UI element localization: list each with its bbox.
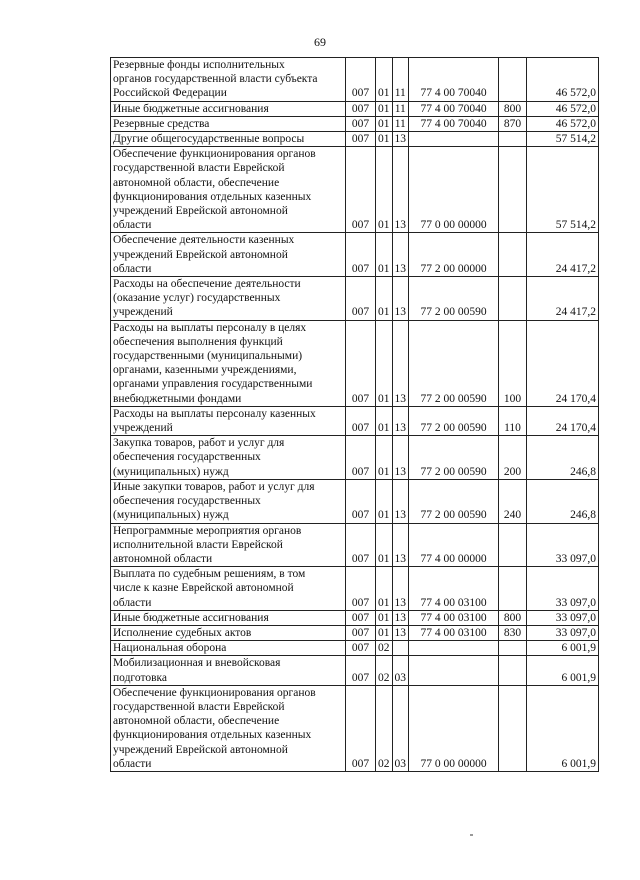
table-row xyxy=(111,58,599,102)
row-name-line: Непрограммные мероприятия органов xyxy=(113,524,302,537)
section-code-cell: 02 xyxy=(376,641,393,656)
row-name-line: (оказание услуг) государственных xyxy=(113,292,281,305)
row-name-line: органами управления государственными xyxy=(113,378,313,391)
subsection-code-cell xyxy=(392,641,409,656)
row-name-line: Иные закупки товаров, работ и услуг для xyxy=(113,480,315,493)
row-name-line: органами, казенными учреждениями, xyxy=(113,364,297,377)
section-code-cell: 01 xyxy=(376,320,393,406)
table-row xyxy=(111,116,599,131)
row-name-line: Иные бюджетные ассигнования xyxy=(113,102,269,115)
expense-type-cell: 100 xyxy=(499,320,527,406)
amount-cell: 33 097,0 xyxy=(527,523,599,567)
section-code-cell: 01 xyxy=(376,523,393,567)
target-article-cell: 77 4 00 70040 xyxy=(409,101,499,116)
row-name-line: (муниципальных) нужд xyxy=(113,509,229,522)
row-name-cell xyxy=(111,641,346,656)
expense-type-cell xyxy=(499,233,527,277)
table-row xyxy=(111,641,599,656)
section-code-cell: 01 xyxy=(376,567,393,611)
row-name-line: области xyxy=(113,219,152,232)
table-row xyxy=(111,277,599,321)
section-code-cell: 01 xyxy=(376,406,393,435)
row-name-line: (муниципальных) нужд xyxy=(113,465,229,478)
row-name-cell xyxy=(111,320,346,406)
target-article-cell: 77 0 00 00000 xyxy=(409,147,499,233)
table-row xyxy=(111,567,599,611)
row-name-cell xyxy=(111,147,346,233)
amount-cell: 24 417,2 xyxy=(527,233,599,277)
row-name-line: Другие общегосударственные вопросы xyxy=(113,133,305,146)
row-name-line: области xyxy=(113,757,152,770)
row-name-line: государственными (муниципальными) xyxy=(113,350,303,363)
expense-type-cell: 800 xyxy=(499,610,527,625)
amount-cell: 46 572,0 xyxy=(527,101,599,116)
row-name-line: Исполнение судебных актов xyxy=(113,626,252,639)
row-name-line: обеспечения выполнения функций xyxy=(113,335,283,348)
row-name-line: числе к казне Еврейской автономной xyxy=(113,582,294,595)
subsection-code-cell: 13 xyxy=(392,233,409,277)
row-name-line: органов государственной власти субъекта xyxy=(113,73,318,86)
subsection-code-cell: 13 xyxy=(392,523,409,567)
subsection-code-cell: 13 xyxy=(392,625,409,640)
target-article-cell: 77 4 00 00000 xyxy=(409,523,499,567)
subsection-code-cell: 13 xyxy=(392,610,409,625)
expense-type-cell xyxy=(499,58,527,102)
row-name-line: Резервные средства xyxy=(113,117,210,130)
table-row xyxy=(111,132,599,147)
target-article-cell: 77 4 00 03100 xyxy=(409,610,499,625)
target-article-cell: 77 2 00 00590 xyxy=(409,436,499,480)
row-name-line: обеспечения государственных xyxy=(113,495,261,508)
expense-type-cell xyxy=(499,277,527,321)
row-name-line: подготовка xyxy=(113,671,168,684)
target-article-cell: 77 0 00 00000 xyxy=(409,685,499,771)
table-row xyxy=(111,610,599,625)
table-row xyxy=(111,436,599,480)
amount-cell: 46 572,0 xyxy=(527,58,599,102)
row-name-line: Мобилизационная и вневойсковая xyxy=(113,657,281,670)
subsection-code-cell: 13 xyxy=(392,132,409,147)
admin-code-cell: 007 xyxy=(346,625,376,640)
target-article-cell: 77 4 00 03100 xyxy=(409,625,499,640)
row-name-line: области xyxy=(113,596,152,609)
expense-type-cell xyxy=(499,567,527,611)
amount-cell: 33 097,0 xyxy=(527,567,599,611)
row-name-cell xyxy=(111,233,346,277)
row-name-line: Российской Федерации xyxy=(113,87,227,100)
amount-cell: 24 170,4 xyxy=(527,406,599,435)
table-row xyxy=(111,406,599,435)
table-row xyxy=(111,685,599,771)
section-code-cell: 01 xyxy=(376,233,393,277)
expense-type-cell: 200 xyxy=(499,436,527,480)
subsection-code-cell: 13 xyxy=(392,406,409,435)
expense-type-cell xyxy=(499,523,527,567)
row-name-cell xyxy=(111,132,346,147)
admin-code-cell: 007 xyxy=(346,656,376,685)
table-row xyxy=(111,233,599,277)
table-row xyxy=(111,523,599,567)
amount-cell: 246,8 xyxy=(527,479,599,523)
amount-cell: 6 001,9 xyxy=(527,656,599,685)
budget-table xyxy=(110,57,599,772)
admin-code-cell: 007 xyxy=(346,685,376,771)
section-code-cell: 01 xyxy=(376,116,393,131)
row-name-line: исполнительной власти Еврейской xyxy=(113,538,283,551)
section-code-cell: 01 xyxy=(376,147,393,233)
admin-code-cell: 007 xyxy=(346,58,376,102)
row-name-cell xyxy=(111,685,346,771)
row-name-cell xyxy=(111,58,346,102)
admin-code-cell: 007 xyxy=(346,277,376,321)
expense-type-cell xyxy=(499,147,527,233)
row-name-line: учреждений Еврейской автономной xyxy=(113,205,288,218)
section-code-cell: 02 xyxy=(376,685,393,771)
table-row xyxy=(111,625,599,640)
expense-type-cell: 110 xyxy=(499,406,527,435)
subsection-code-cell: 03 xyxy=(392,685,409,771)
amount-cell: 46 572,0 xyxy=(527,116,599,131)
admin-code-cell: 007 xyxy=(346,116,376,131)
admin-code-cell: 007 xyxy=(346,406,376,435)
subsection-code-cell: 13 xyxy=(392,277,409,321)
row-name-line: Закупка товаров, работ и услуг для xyxy=(113,437,285,450)
target-article-cell: 77 2 00 00590 xyxy=(409,406,499,435)
row-name-cell xyxy=(111,523,346,567)
admin-code-cell: 007 xyxy=(346,147,376,233)
row-name-line: Обеспечение функционирования органов xyxy=(113,148,316,161)
row-name-line: автономной области, обеспечение xyxy=(113,176,280,189)
section-code-cell: 01 xyxy=(376,58,393,102)
target-article-cell: 77 4 00 70040 xyxy=(409,116,499,131)
row-name-line: функционирования отдельных казенных xyxy=(113,729,312,742)
expense-type-cell xyxy=(499,656,527,685)
row-name-line: Резервные фонды исполнительных xyxy=(113,59,285,71)
section-code-cell: 01 xyxy=(376,132,393,147)
row-name-line: внебюджетными фондами xyxy=(113,392,242,405)
expense-type-cell xyxy=(499,641,527,656)
expense-type-cell: 800 xyxy=(499,101,527,116)
row-name-line: Расходы на обеспечение деятельности xyxy=(113,278,301,291)
section-code-cell: 01 xyxy=(376,625,393,640)
row-name-line: учреждений Еврейской автономной xyxy=(113,248,288,261)
target-article-cell xyxy=(409,641,499,656)
expense-type-cell: 870 xyxy=(499,116,527,131)
row-name-line: учреждений xyxy=(113,422,173,435)
row-name-cell xyxy=(111,656,346,685)
expense-type-cell xyxy=(499,685,527,771)
subsection-code-cell: 03 xyxy=(392,656,409,685)
row-name-line: обеспечения государственных xyxy=(113,451,261,464)
row-name-cell xyxy=(111,101,346,116)
admin-code-cell: 007 xyxy=(346,233,376,277)
admin-code-cell: 007 xyxy=(346,101,376,116)
amount-cell: 6 001,9 xyxy=(527,641,599,656)
subsection-code-cell: 13 xyxy=(392,147,409,233)
row-name-line: учреждений Еврейской автономной xyxy=(113,743,288,756)
row-name-line: Обеспечение функционирования органов xyxy=(113,686,316,699)
row-name-cell xyxy=(111,406,346,435)
row-name-line: Расходы на выплаты персоналу казенных xyxy=(113,407,316,420)
subsection-code-cell: 13 xyxy=(392,567,409,611)
expense-type-cell: 240 xyxy=(499,479,527,523)
section-code-cell: 01 xyxy=(376,436,393,480)
row-name-cell xyxy=(111,625,346,640)
subsection-code-cell: 11 xyxy=(392,101,409,116)
target-article-cell: 77 2 00 00590 xyxy=(409,320,499,406)
target-article-cell: 77 2 00 00000 xyxy=(409,233,499,277)
row-name-line: автономной области xyxy=(113,552,213,565)
table-row xyxy=(111,147,599,233)
amount-cell: 24 417,2 xyxy=(527,277,599,321)
expense-type-cell xyxy=(499,132,527,147)
target-article-cell: 77 4 00 03100 xyxy=(409,567,499,611)
row-name-cell xyxy=(111,277,346,321)
amount-cell: 33 097,0 xyxy=(527,610,599,625)
admin-code-cell: 007 xyxy=(346,479,376,523)
section-code-cell: 01 xyxy=(376,479,393,523)
section-code-cell: 02 xyxy=(376,656,393,685)
row-name-line: Выплата по судебным решениям, в том xyxy=(113,568,306,581)
table-row xyxy=(111,320,599,406)
table-row xyxy=(111,479,599,523)
target-article-cell: 77 4 00 70040 xyxy=(409,58,499,102)
section-code-cell: 01 xyxy=(376,101,393,116)
amount-cell: 6 001,9 xyxy=(527,685,599,771)
admin-code-cell: 007 xyxy=(346,132,376,147)
row-name-cell xyxy=(111,479,346,523)
admin-code-cell: 007 xyxy=(346,641,376,656)
section-code-cell: 01 xyxy=(376,610,393,625)
row-name-line: области xyxy=(113,262,152,275)
amount-cell: 24 170,4 xyxy=(527,320,599,406)
subsection-code-cell: 13 xyxy=(392,320,409,406)
target-article-cell: 77 2 00 00590 xyxy=(409,277,499,321)
expense-type-cell: 830 xyxy=(499,625,527,640)
amount-cell: 33 097,0 xyxy=(527,625,599,640)
admin-code-cell: 007 xyxy=(346,436,376,480)
row-name-line: функционирования отдельных казенных xyxy=(113,190,312,203)
amount-cell: 57 514,2 xyxy=(527,132,599,147)
row-name-cell xyxy=(111,567,346,611)
row-name-cell xyxy=(111,610,346,625)
row-name-cell xyxy=(111,116,346,131)
row-name-line: государственной власти Еврейской xyxy=(113,700,285,713)
row-name-line: автономной области, обеспечение xyxy=(113,715,280,728)
admin-code-cell: 007 xyxy=(346,567,376,611)
row-name-line: Иные бюджетные ассигнования xyxy=(113,611,269,624)
row-name-line: учреждений xyxy=(113,306,173,319)
subsection-code-cell: 11 xyxy=(392,116,409,131)
table-row xyxy=(111,101,599,116)
target-article-cell xyxy=(409,132,499,147)
scan-speck xyxy=(470,834,473,836)
row-name-cell xyxy=(111,436,346,480)
row-name-line: Обеспечение деятельности казенных xyxy=(113,234,295,247)
subsection-code-cell: 13 xyxy=(392,436,409,480)
row-name-line: Расходы на выплаты персоналу в целях xyxy=(113,321,307,334)
admin-code-cell: 007 xyxy=(346,320,376,406)
amount-cell: 57 514,2 xyxy=(527,147,599,233)
amount-cell: 246,8 xyxy=(527,436,599,480)
row-name-line: Национальная оборона xyxy=(113,642,227,655)
page-number: 69 xyxy=(314,35,326,49)
subsection-code-cell: 11 xyxy=(392,58,409,102)
admin-code-cell: 007 xyxy=(346,610,376,625)
table-row xyxy=(111,656,599,685)
section-code-cell: 01 xyxy=(376,277,393,321)
row-name-line: государственной власти Еврейской xyxy=(113,162,285,175)
subsection-code-cell: 13 xyxy=(392,479,409,523)
admin-code-cell: 007 xyxy=(346,523,376,567)
target-article-cell xyxy=(409,656,499,685)
target-article-cell: 77 2 00 00590 xyxy=(409,479,499,523)
